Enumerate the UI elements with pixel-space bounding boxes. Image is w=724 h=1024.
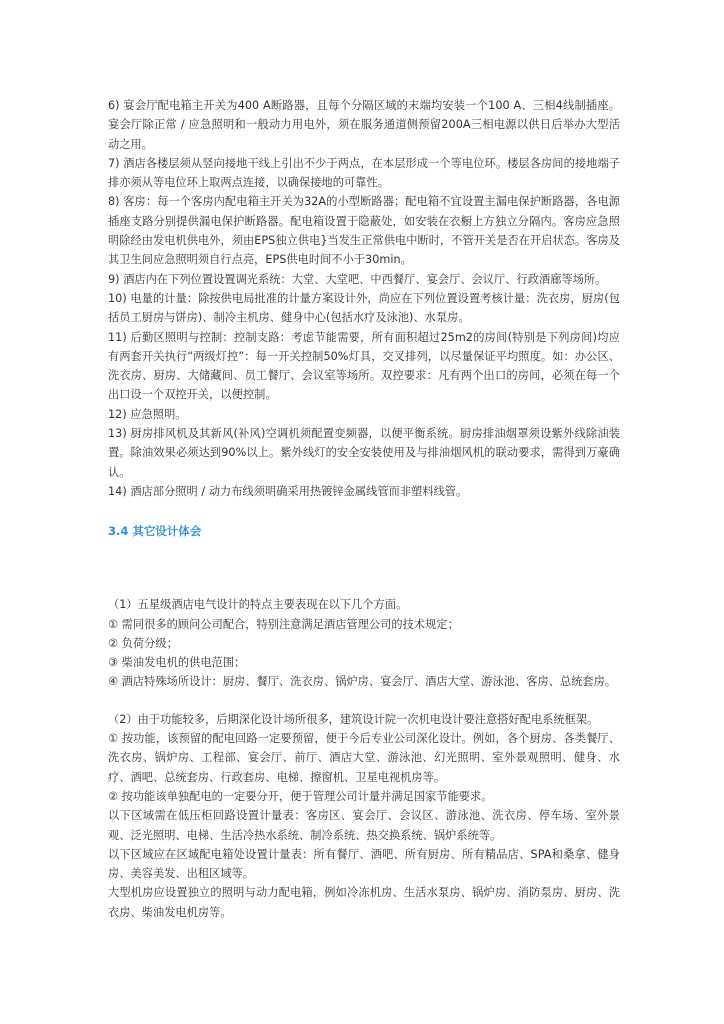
paragraph-item-8: 8) 客房：每一个客房内配电箱主开关为32A的小型断路器；配电箱不宜设置主漏电保护断路器，各电源插座支路分别提供漏电保护断路器。配电箱设置于隐蔽处，如安装在衣橱上方独立分隔内。客房应急照明除经由发电机供电外，须由EPS独立供电}当发生正常供电中断时，不管开关是否在开启状态。客房及其卫生间应急照明须自行点亮，EPS供电时间不小于30min。 [108, 195, 620, 267]
document-page [108, 96, 620, 922]
paragraph-item-13: 13) 厨房排风机及其新风(补风)空调机须配置变频器，以便平衡系统。厨房排油烟罩须设紫外线除油装置。除油效果必须达到90%以上。紫外线灯的安全安装使用及与排油烟风机的联动要求，需得到万豪确认。 [108, 427, 620, 479]
spacer [108, 541, 620, 595]
section-heading: 3.4 其它设计体会 [108, 524, 202, 539]
paragraph-item-6: 6) 宴会厅配电箱主开关为400 A断路器，且每个分隔区域的末端均安装一个100 A、三相4线制插座。宴会厅除正常 / 应急照明和一般动力用电外，须在服务通道侧预留200A三相电源以供日后举办大型活动之用。 [108, 99, 620, 151]
point-1-intro: （1）五星级酒店电气设计的特点主要表现在以下几个方面。 [108, 598, 408, 612]
paragraph-item-11: 11) 后勤区照明与控制：控制支路：考虑节能需要，所有面积超过25m2的房间(特别是下列房间)均应有两套开关执行“两级灯控”：每一开关控制50%灯具，交叉排列，以尽量保证平均照度。如：办公区、洗衣房、厨房、大储藏间、员工餐厅、会议室等场所。双控要求：凡有两个出口的房间，必须在每一个出口设一个双控开关，以便控制。 [108, 330, 620, 402]
paragraph-item-12: 12) 应急照明。 [108, 407, 187, 421]
paragraph-item-10: 10) 电量的计量：除按供电局批准的计量方案设计外，尚应在下列位置设置考核计量：洗衣房，厨房(包括员工厨房与饼房)、制冷主机房、健身中心(包括水疗及泳池)、水泵房。 [108, 291, 620, 325]
point-2-machine-room: 大型机房应设置独立的照明与动力配电箱，例如冷冻机房、生活水泵房、锅炉房、消防泵房、厨房、洗衣房、柴油发电机房等。 [108, 886, 620, 919]
paragraph-item-14: 14) 酒店部分照明 / 动力布线须明确采用热镀锌金属线管而非塑料线管。 [108, 484, 468, 498]
point-1-item-2: ② 负荷分级； [108, 636, 178, 650]
point-2-meter-area-box: 以下区域应在区域配电箱处设置计量表：所有餐厅、酒吧、所有厨房、所有精品店、SPA和桑拿、健身房、美容美发、出租区域等。 [108, 847, 620, 881]
paragraph-item-7: 7) 酒店各楼层须从竖向接地干线上引出不少于两点，在本层形成一个等电位环。楼层各房间的接地端子排亦须从等电位环上取两点连接，以确保接地的可靠性。 [108, 156, 620, 190]
spacer [108, 692, 620, 710]
point-1-item-3: ③ 柴油发电机的供电范围； [108, 656, 246, 670]
paragraph-item-9: 9) 酒店内在下列位置设置调光系统：大堂、大堂吧、中西餐厅、宴会厅、会议厅、行政酒廊等场所。 [108, 272, 607, 286]
point-2-meter-low-voltage: 以下区域需在低压柜回路设置计量表：客房区、宴会厅、会议区、游泳池、洗衣房、停车场、室外景观、泛光照明、电梯、生活冷热水系统、制冷系统、热交换系统、锅炉系统等。 [108, 809, 620, 842]
point-2-intro: （2）由于功能较多，后期深化设计场所很多，建筑设计院一次机电设计要注意搭好配电系统框架。 [108, 712, 599, 726]
point-2-item-2: ② 按功能该单独配电的一定要分开，便于管理公司计量并满足国家节能要求。 [108, 789, 493, 803]
point-1-item-4: ④ 酒店特殊场所设计：厨房、餐厅、洗衣房、锅炉房、宴会厅、酒店大堂、游泳池、客房、总统套房。 [108, 675, 617, 689]
point-2-item-1: ① 按功能，该预留的配电回路一定要预留，便于今后专业公司深化设计。例如，各个厨房、各类餐厅、洗衣房、锅炉房、工程部、宴会厅、前厅、酒店大堂、游泳池、幻光照明、室外景观照明、健身、水疗、酒吧、总统套房、行政套房、电梯、擦窗机、卫星电视机房等。 [108, 732, 620, 784]
point-1-item-1: ① 需同很多的顾问公司配合，特别注意满足酒店管理公司的技术规定； [108, 617, 459, 631]
